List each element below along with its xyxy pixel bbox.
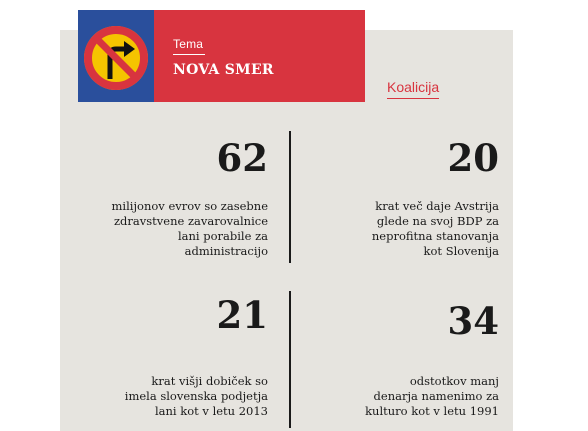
stat-line: kulturo kot v letu 1991 [365, 404, 499, 418]
column-divider-bottom [289, 291, 291, 428]
topic-title: NOVA SMER [173, 62, 274, 78]
stat-number: 34 [447, 299, 499, 343]
stat-description [112, 199, 268, 259]
column-divider-top [289, 131, 291, 263]
kicker-rule [173, 54, 205, 55]
stat-number: 20 [447, 136, 499, 180]
stat-line: milijonov evrov so zasebne [111, 199, 268, 213]
stat-description [372, 199, 499, 259]
stat-line: lani porabile za [177, 229, 268, 243]
stat-line: imela slovenska podjetja [124, 389, 268, 403]
stat-line: kot Slovenija [423, 244, 499, 258]
stat-line: lani kot v letu 2013 [154, 404, 268, 418]
stat-line: glede na svoj BDP za [376, 214, 499, 228]
no-right-turn-sign-icon [79, 23, 153, 93]
stat-description [125, 374, 268, 419]
stat-line: zdravstvene zavarovalnice [113, 214, 268, 228]
stat-line: administracijo [184, 244, 268, 258]
stat-number: 21 [216, 293, 268, 337]
stat-line: denarja namenimo za [373, 389, 499, 403]
sign-box [78, 10, 154, 102]
stat-description [365, 374, 499, 419]
stat-line: krat več daje Avstrija [375, 199, 499, 213]
stat-line: odstotkov manj [409, 374, 499, 388]
stat-line: neprofitna stanovanja [371, 229, 499, 243]
section-label: Koalicija [387, 79, 439, 99]
stat-number: 62 [216, 136, 268, 180]
stat-line: krat višji dobiček so [151, 374, 268, 388]
topic-kicker: Tema [173, 37, 204, 51]
